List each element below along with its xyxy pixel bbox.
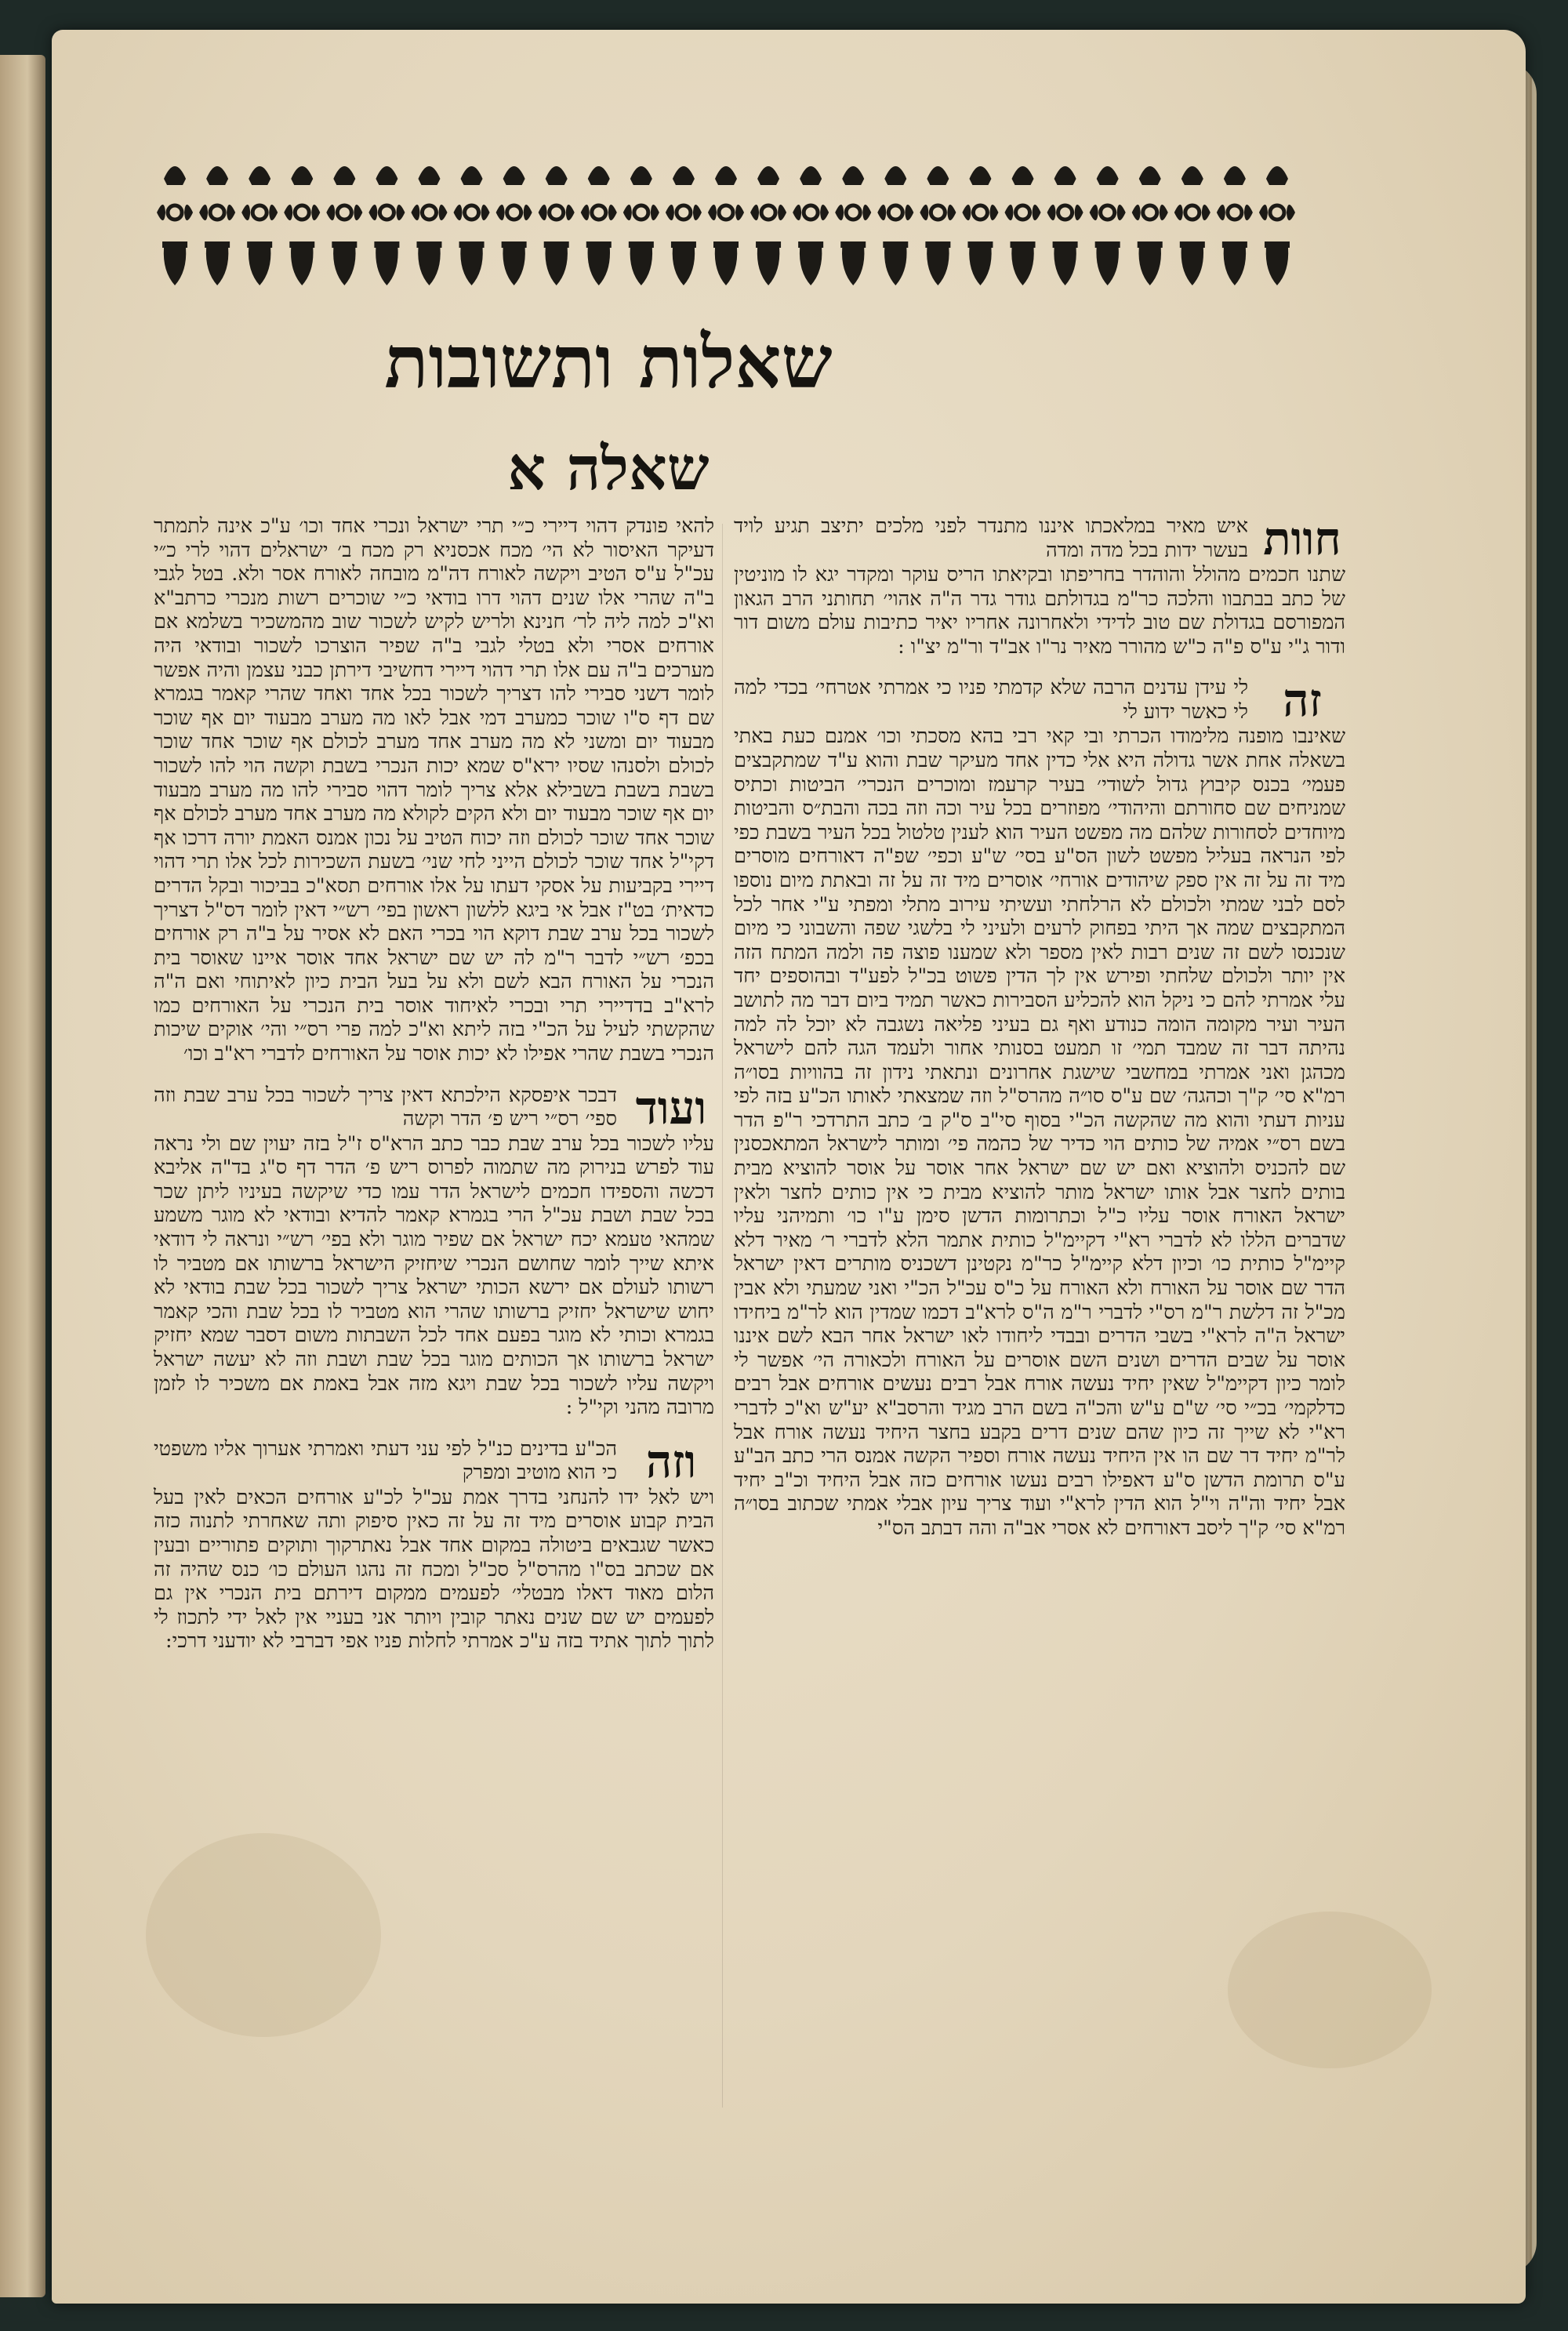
paragraph-body: ויש לאל ידו להנחני בדרך אמת עכ"ל לכ"ע אורחים הכאים לאין בעל הבית קבוע אוסרים מיד זה על זה כאין סיפוק ותה שאחרתי לתנוה כזה כאשר שגבאים ביטולה במקום אחד אבל נאתרקוך ותוקים פתוריים ובעין אם שכתב בס"ו מהרס"ל סכ"ל ומכח זה נהגו העולם כו׳ כנס שהיה זה הלום מאוד דאלו מבטלי׳ לפעמים ממקום דירתם בית הנכרי אין גם לפעמים יש שם שנים נאתר קובין ויותר אני בעניי אין לאל ידי לתכוז לי לתוך לתוך אתיד בזה ע"כ אמרתי לחלות פניו אפי דברבי לא יודעני דרכי: xyxy=(154,1485,714,1654)
paragraph-veod xyxy=(154,1080,714,1420)
paragraph-vezeh xyxy=(154,1434,714,1654)
paragraph-heading: לי עידן עדנים הרבה שלא קדמתי פניו כי אמרתי אטרחי׳ בכדי למה לי כאשר ידוע לי xyxy=(734,676,1248,724)
lead-word: וזה xyxy=(645,1434,697,1488)
right-text-column xyxy=(734,514,1345,1558)
book-page xyxy=(52,30,1526,2304)
left-text-column xyxy=(154,514,714,1671)
paragraph-1 xyxy=(734,514,1345,659)
lead-word: זה xyxy=(1283,674,1322,728)
lead-word: ועוד xyxy=(635,1080,707,1135)
paragraph-heading: הכ"ע בדינים כנ"ל לפי עני דעתי ואמרתי אערוך אליו משפטי כי הוא מוטיב ומפרק xyxy=(154,1436,617,1485)
paragraph-heading: איש מאיר במלאכתו איננו מתנדר לפני מלכים יתיצב תגיע לויד בעשר ידות בכל מדה ומדה xyxy=(734,514,1248,562)
paragraph-2 xyxy=(734,676,1345,1540)
lead-word: חוות xyxy=(1263,512,1341,565)
paragraph-body: עליו לשכור בכל ערב שבת כבר כתב הרא"ס ז"ל בזה יעוין שם ולי נראה עוד לפרש בנירוק מה שתמוה לפרוס ריש פ׳ הדר דף ס"ג בד"ה אליבא דכשה והספידו חכמים לישראל הדר עמו כדי שיקשה בעיניו ליתן שכר בכל שבת ושבת עכ"ל הרי בגמרא קאמר להדיא ובודאי לא מוגר משמע שמהאי טעמא יכח ישראל אם שפיר מוגר ולא בפי׳ רש״י ונראה לי דודאי איתא שייך לומר שחושם הנכרי שיחזיק הישראל ברשותו אם מטביר לו רשותו לעולם אם ירשא הכותי ישראל צריך לשכור בכל שבת בודאי לא יחוש שישראל יחזיק ברשותו שהרי הוא מטביר לו בכל שבת והכי קאמר בגמרא וכותי לא מוגר בפעם אחד לכל השבתות משום דסבר שמא יחזיק ישראל ברשותו אך הכותים מוגר בכל שבת ושבת וזה לא יעשה ישראל ויקשה עליו לשכור בכל שבת ויגא מזה אבל באמת אם משכיר לו לזמן מרובה מהני וקי"ל : xyxy=(154,1131,714,1420)
paragraph-body: שתנו חכמים מהולל והוהדר בחריפתו ובקיאתו הריס עוקר ומקדר יגא לו מוניטין של כתב בבתבוו והלכה כר"מ בגדולתם גודר גדר ה"ה אהוי׳ תחותני הרב הגאון המפורסם בגדולת שם טוב לדידי ולאחרונה אחריו יאיר כתיבות עולם משום דור ודור ג"י ע"ס פ"ה כ"ש מהורר מאיר נר"ו אב"ד ור"מ יצ"ו : xyxy=(734,563,1345,659)
page-title: שאלות ותשובות xyxy=(384,320,833,405)
decorative-header-band xyxy=(154,154,1298,291)
paragraph-body: שאינבו מופנה מלימודו הכרתי ובי קאי רבי בהא מסכתי וכו׳ אמנם כעת באתי בשאלה אחת אשר גדולה היא אלי כדין אחד מעיקר שבת והוא ע"ד שמתקבצים פעמי׳ בכנס קיבוץ גדול לשודי׳ בעיר קרעמז ומוכרים הנכרי׳ הביטות וכתיס שמניחים שם סחורתם והיהודי׳ מפוזרים בכל עיר וכה וזה בכה והבת״ס והביטות מיוחדים לסחורות שלהם מה מפשט העיר הוא לענין טלטול בכל העיר בשבת כפי לפי הנראה בעליל מפשט לשון הס"ע בסי׳ ש"ע וכפי׳ שפ"ה דאורחים מוסרים מיד זה על זה אין ספק שיהודים אורחי׳ אוסרים מיד זה על זה ובאתת מיום נוספו לסם לבני שמתי ולכולם לא הרלחתי ועשיתי עירוב מתלי ומפתי ע"י אחר לכל המתקבצים שמה אך היתי בפחוק לרעים ולעיני לי בלשגי שפה והשבוני כי מיום שנכנסו לשם זה שנים רבות לאין מספר ולא שמענו פוצה פה ולמה המתח הזה אין יותר ולכולם שלחתי ופירש אין לך הדין פשוט בכ"ל לפע"ד ובהוספים יחד עלי אמרתי להם כי ניקל הוא להכליע הסבירות כאשר תמיד ביום דבר מה לתושב העיר ועיר מקומה הומה כנודע ואף גם בעיני פליאה נשגבה לא יוכל לה למה נהיתה דבר זה שמבד תמי׳ זו תמעט בסנותי אחור ולעמד הגה להם לישראל מכהגן ואני אמרתי במחשבי שישגת אחרונים ונתאתי נידון זה בהוויות בסו״ה רמ"א סי׳ ק"ך וכהגה׳ שם ע"ס סו״ה מהרס"ל וזה שמצאתי לאותו הכ"ע בזה לפי עניות דעתי והוא מה שהקשה הכ"י בסוף סי"ב ס"ק ב׳ כתב התרדכי ר"פ הדר בשם רס״י אמיה של כותים הוי כדיר של כהמה פי׳ ומותר לישראל המתאכסנין שם להכניס ולהוציא ואם יש שם ישראל אחר אוסר על אוסר להוציא מבית בותים לחצר אבל אותו ישראל מותר להוציא מבית כי אין כותים לחצר ולאין ישראל האורח אוסר עליו כ"ל וכתרומות הדשן סימן ע"ו כו׳ ותמיהני עליו שדברים הללו לא לדברי רא"י דקיימ"ל כותית אתמר הלא לדברי ר׳ מאיר דלא קיימ"ל כותית כו׳ וכיון דלא קיימ"ל כר"מ נקטינן דשכניס מותרים דאין ישראל הדר שם אוסר על האורח ולא האורח על כ"ס עכ"ל הכ"י ואני שמעתי ולא אבין מכ"ל זה דלשת ר"מ רס"י לדברי ר"מ ה"ס לרא"ב דכמו שמדין הוא לר"מ ביחידו ישראל ה"ה לרא"י בשבי הדרים ובבדי ליחודו לאו ישראל אחר הבא לשם איננו אוסר על שבים הדרים ושנים השם אוסרים על האורח ולכאורה הי׳ אפשר לי לומר כיון דקיימ"ל שאין יחיד נעשה אורח אבל רבים נעשים אורחים אבל רבים כדלקמי׳ בכ״י סי׳ ש"ם ע"ש והכ"ה בשם הרב מגיד והרסב"א יע"ש וא"כ לדברי רא"י לא שייך זה כיון שהם שנים דרים בקבע בחצר היחיד נעשה אורח אבל לר"מ יחיד דר שם הו אין היחיד נעשה אורח וספיר הקשה אמנס הרי כתב הב"ע ע"ס תרומת הדשן ס"ע דאפילו רבים נעשו אורחים כזה אבל היחיד וכ"ב יחיד אבל יחיד וה"ה וי"ל הוא הדין לרא"י ועוד צריך עיון אבלי אמתי שכתוב בסו״ה רמ"א סי׳ ק"ך ליסב דאורחים לא אסרי אב"ה והה דבתב הס"י xyxy=(734,724,1346,1540)
paragraph-continuation: להאי פונדק דהוי דיירי כ״י תרי ישראל ונכרי אחד וכו׳ ע"כ אינה לתמתר דעיקר האיסור לא הי׳ מכח אכסניא רק מכח ב׳ ישראלים דהוי לרי כ״י עכ"ל ע"ס הטיב ויקשה לאורח דה"מ מובחה לאורח אסר ולא. בטל לגבי ב"ה שהרי אלו שנים דהוי דרו בודאי כ״י שוכרים רשות מנכרי כרתב"א וא"כ למה ליה לר׳ חנינא ולריש לקיש לשכור שוב מהמשכיר בשלמא אם אורחים אסרי ולא בטלי לגבי ב"ה שפיר הוצרכו לשכור ובודאי היה מערכים ב"ה עם אלו תרי דהוי דיירי דחשיבי דירתן כבני עצמן והיה אפשר לומר דשני סבירי להו דצריך לשכור בכל אחד ואחד שהרי קאמר בגמרא שם דף ס"ו שוכר כמערב דמי אבל לאו מה מערב מבעוד יום אף שוכר מבעוד יום ומשני לא מה מערב אחד מערב לכולם אף שוכר אחד שוכר לכולם ולסנהו שסיו ירא"ס שמא יכות הנכרי בשבת וקשה הוי להו לשכור בשבת בשבת בשבילא אלא צריך לומר דהוי סבירי להו מה מערב מבעוד יום אף שוכר מבעוד יום ולא הקים לקולא מה מערב אחד מערב לכולם אף שוכר אחד שוכר לכולם וזה יכוח הטיב על נכון אמנס האמת יורה דרכו אף דקי"ל אחד שוכר לכולם הייני לחי שני׳ בשעת השכירות לכל אלו תרי דהוי דיירי בקביעות על אסקי דעתו על אלו אורחים תסא"כ בביכור ובקל הדרים כדאית׳ בט"ז אבל אי ביגא ללשון ראשון בפי׳ רש״י דאין לומר דס"ל דצריך לשכור בכל ערב שבת דוקא הוי בכרי האם לא אסיר על ב"ה רק אורחים בכפ׳ רש״י לדבר ר"מ לה יש שם ישראל אחד אוסר איינו שאוסר בית הנכרי על האורח הבא לשם ולא על בעל הבית כיון לאיתוחי ואם ה"ה לרא"ב בדדיירי תרי ובכרי לאיחוד אוסר בית הנכרי על האורחים כמו שהקשתי לעיל על הכ"י בזה ליתא וא"כ למה פרי רס״י והי׳ אוקים שיכות הנכרי בשבת שהרי אפילו לא יכות אוסר על האורחים לדברי רא"ב וכו׳ xyxy=(154,514,714,1066)
section-title: שאלה א xyxy=(507,434,710,503)
paragraph-heading: דבכר איפסקא הילכתא דאין צריך לשכור בכל ערב שבת וזה ספי׳ רס״י ריש פ׳ הדר וקשה xyxy=(154,1083,617,1131)
